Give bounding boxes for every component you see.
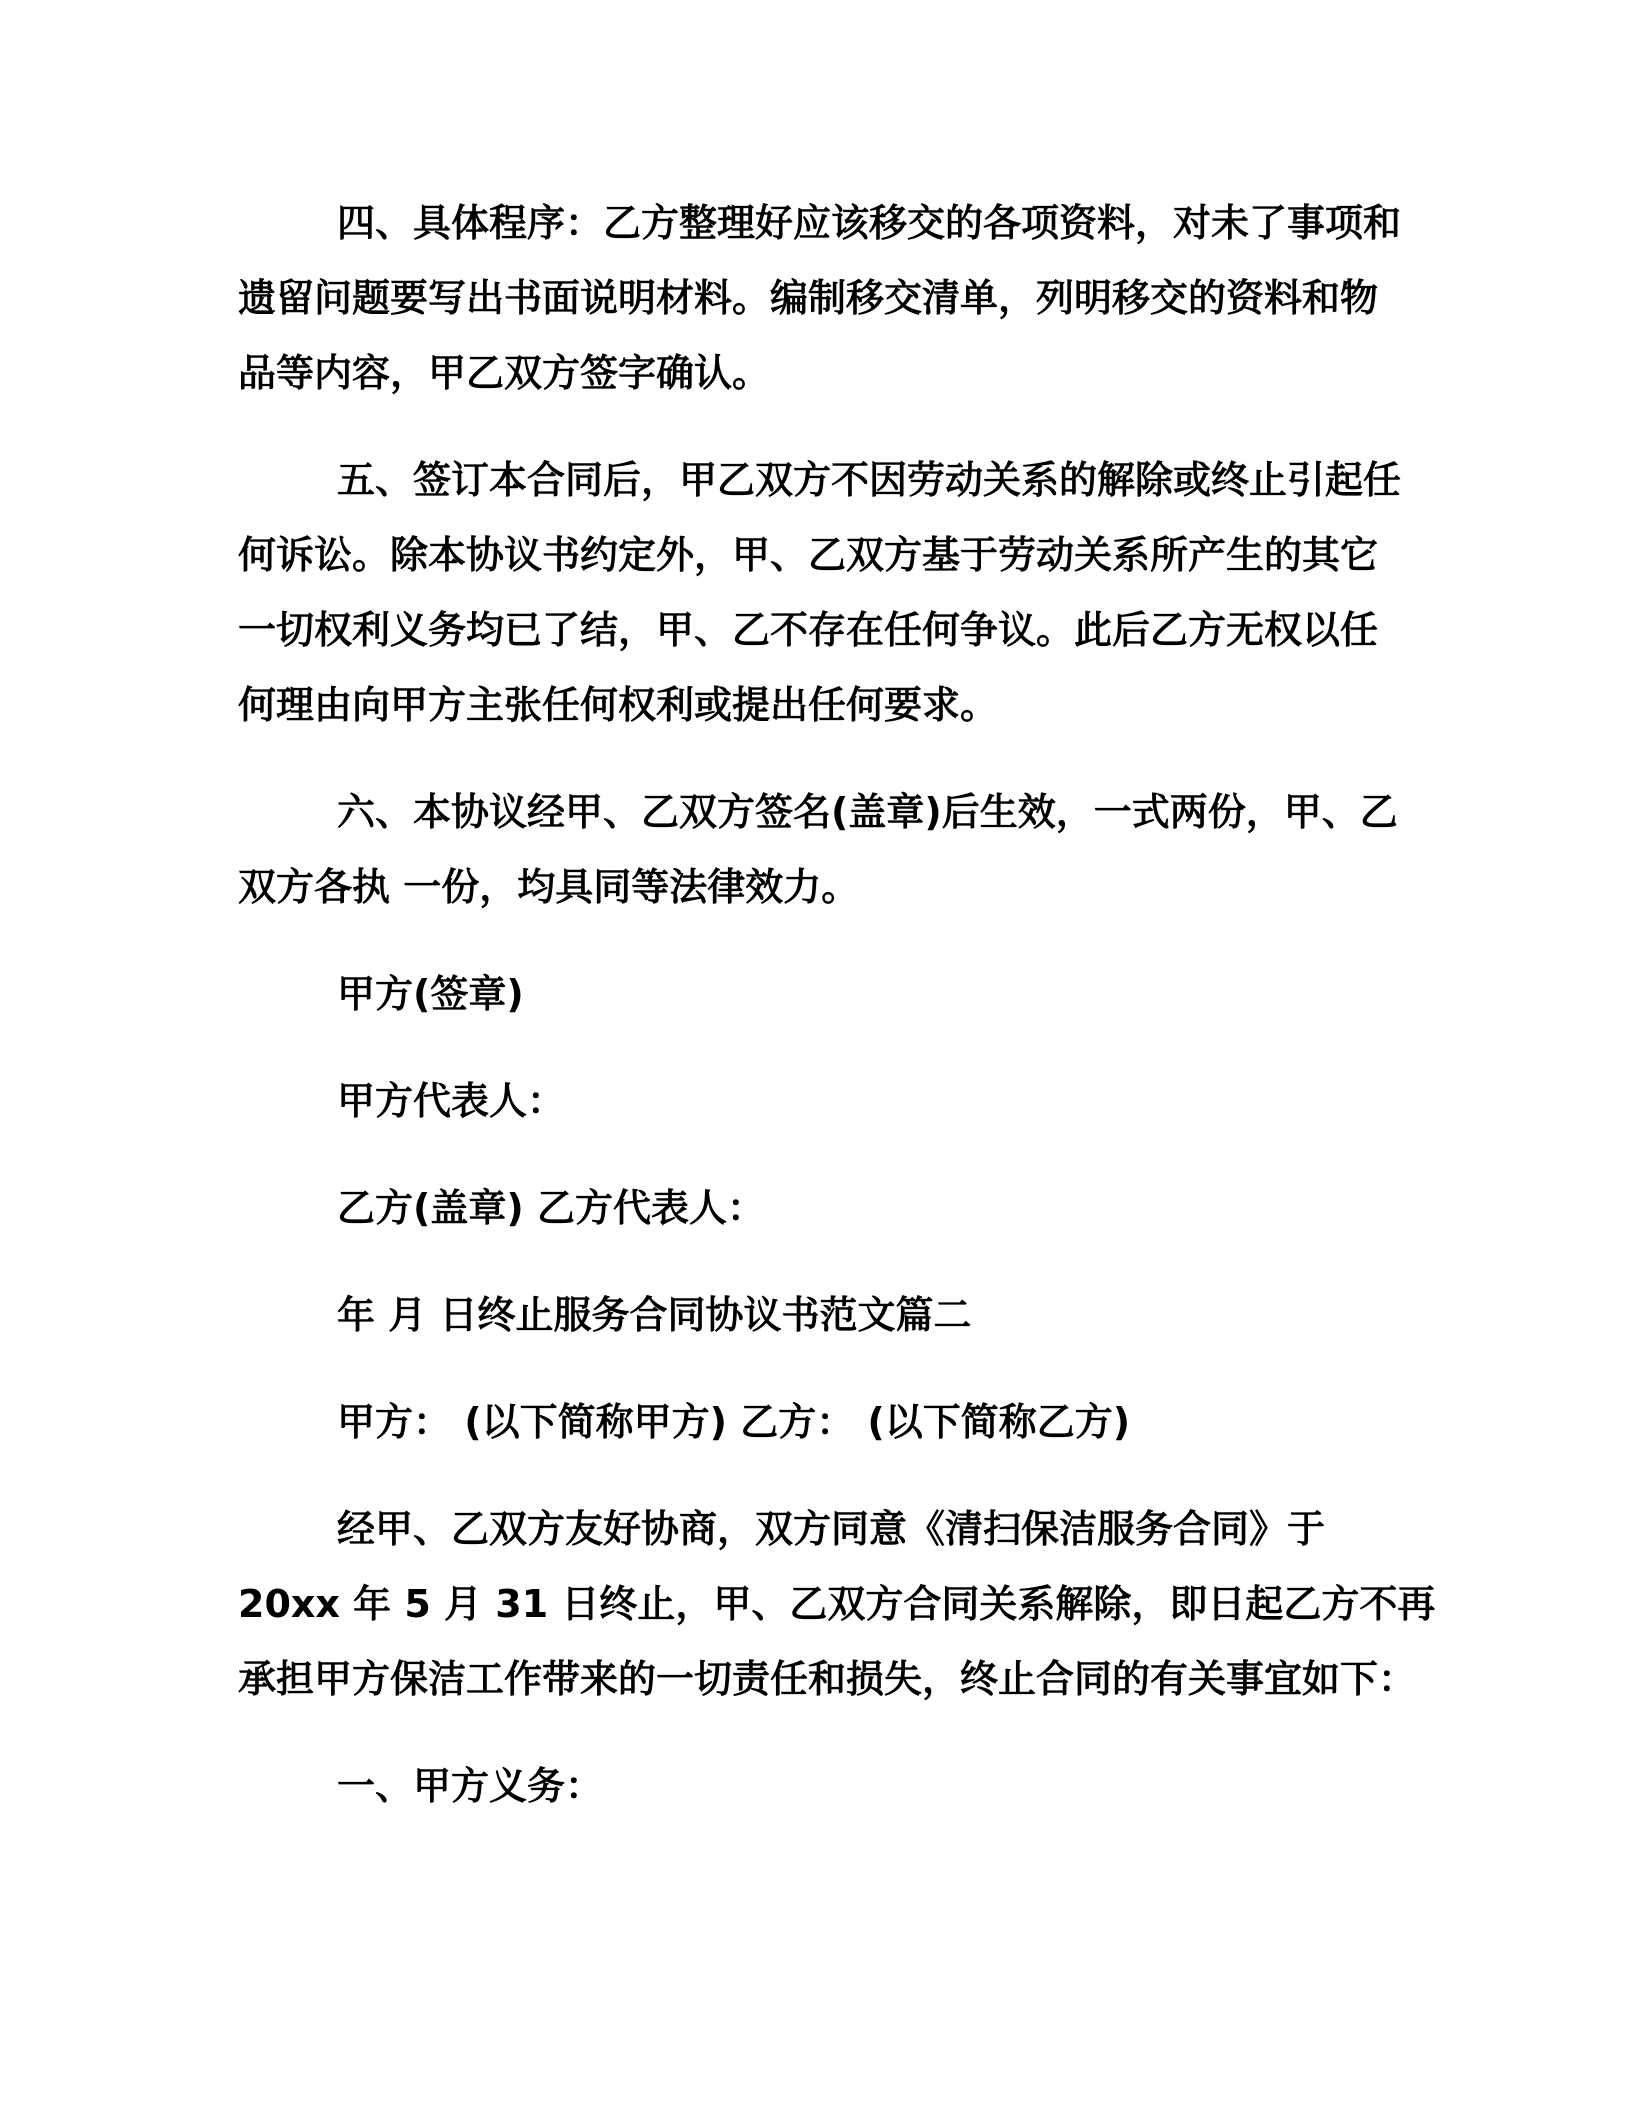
text-line: 六、本协议经甲、乙双方签名(盖章)后生效，一式两份，甲、乙: [337, 790, 1398, 834]
paragraph-party-a-obligations-heading: [238, 1749, 1452, 1824]
paragraph-parties-definition: [238, 1385, 1452, 1460]
text-line: 甲方(签章): [337, 972, 524, 1016]
text-line: 品等内容，甲乙双方签字确认。: [238, 351, 771, 395]
text-line: 20xx 年 5 月 31 日终止，甲、乙双方合同关系解除，即日起乙方不再: [238, 1582, 1436, 1626]
text-line: 五、签订本合同后，甲乙双方不因劳动关系的解除或终止引起任: [337, 458, 1402, 502]
text-line: 遗留问题要写出书面说明材料。编制移交清单，列明移交的资料和物: [238, 276, 1379, 320]
text-line: 年 月 日终止服务合同协议书范文篇二: [337, 1293, 972, 1337]
text-line: 甲方： (以下简称甲方) 乙方： (以下简称乙方): [337, 1400, 1131, 1444]
paragraph-date-title-part-two: [238, 1278, 1452, 1353]
text-line: 乙方(盖章) 乙方代表人：: [337, 1186, 765, 1230]
text-line: 经甲、乙双方友好协商，双方同意《清扫保洁服务合同》于: [337, 1507, 1326, 1551]
text-line: 何理由向甲方主张任何权利或提出任何要求。: [238, 683, 999, 727]
paragraph-party-b-seal-representative: [238, 1171, 1452, 1246]
paragraph-party-a-seal: [238, 957, 1452, 1032]
paragraph-party-a-representative: [238, 1064, 1452, 1139]
text-line: 一切权利义务均已了结，甲、乙不存在任何争议。此后乙方无权以任: [238, 608, 1379, 652]
text-line: 承担甲方保洁工作带来的一切责任和损失，终止合同的有关事宜如下：: [238, 1657, 1417, 1701]
paragraph-no-dispute: [238, 443, 1452, 743]
text-line: 双方各执 一份，均具同等法律效力。: [238, 865, 860, 909]
text-line: 何诉讼。除本协议书约定外，甲、乙双方基于劳动关系所产生的其它: [238, 533, 1379, 577]
text-line: 甲方代表人：: [337, 1079, 566, 1123]
paragraph-procedure: [238, 186, 1452, 411]
text-line: 四、具体程序：乙方整理好应该移交的各项资料，对未了事项和: [337, 201, 1402, 245]
paragraph-effectiveness: [238, 775, 1452, 925]
text-line: 一、甲方义务：: [337, 1764, 604, 1808]
paragraph-termination-agreement: [238, 1492, 1452, 1717]
